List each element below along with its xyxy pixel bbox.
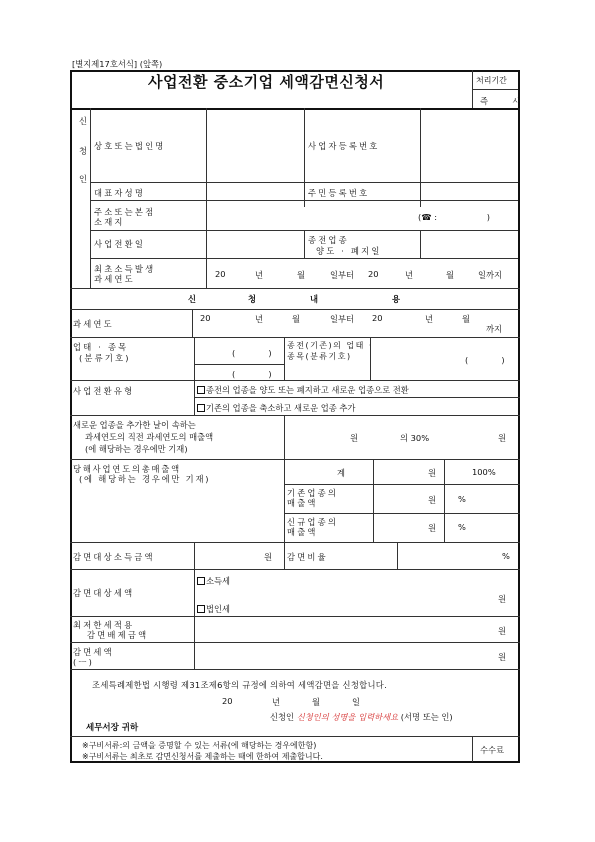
period-from: 일부터 xyxy=(330,270,355,280)
tax-period-wol1: 월 xyxy=(292,314,301,324)
content-heading: 내 xyxy=(310,294,319,304)
won-unit: 원 xyxy=(428,468,437,478)
representative-label: 대표자성명 xyxy=(94,188,146,198)
divider xyxy=(370,337,371,380)
period-wol1: 월 xyxy=(297,270,306,280)
applicant-signature: 신청인 신청인의 성명을 입력하세요 (서명 또는 인) xyxy=(270,712,453,722)
divider xyxy=(194,364,284,365)
won-unit: 원 xyxy=(498,433,507,443)
note-1: ※구비서류:의 금액을 증명할 수 있는 서류(에 해당하는 경우에한함) xyxy=(82,741,317,750)
divider xyxy=(206,108,207,288)
checkbox-icon[interactable] xyxy=(197,577,205,585)
section-char: 청 xyxy=(79,146,88,156)
date-nyeon: 년 xyxy=(272,697,281,707)
resident-no-label: 주민등록번호 xyxy=(308,188,370,198)
divider xyxy=(284,484,520,485)
percent-unit: % xyxy=(458,522,466,532)
divider xyxy=(70,337,520,338)
period-until: 일까지 xyxy=(478,270,503,280)
former-line-label: 종전(기존)의 업태 · 종목(분류기호) xyxy=(287,341,373,361)
tax-period-from: 일부터 xyxy=(330,314,355,324)
period-wol2: 월 xyxy=(446,270,455,280)
classification-code: ( ) xyxy=(232,369,272,379)
tax-period-y1: 20 xyxy=(200,313,211,323)
date-il: 일 xyxy=(352,697,361,707)
divider xyxy=(192,309,193,337)
divider xyxy=(70,542,520,543)
content-heading: 신 xyxy=(188,294,197,304)
divider xyxy=(284,459,285,542)
frame-right xyxy=(518,70,520,762)
date-y: 20 xyxy=(222,696,233,706)
period-nyeon2: 년 xyxy=(405,270,414,280)
tax-period-nyeon2: 년 xyxy=(425,314,434,324)
divider xyxy=(284,542,285,569)
divider xyxy=(472,736,473,762)
tax-period-wol2: 월 xyxy=(462,314,471,324)
transition-date-label: 사업전환일 xyxy=(94,239,146,249)
won-unit: 원 xyxy=(428,495,437,505)
classification-code: ( ) xyxy=(232,348,272,358)
won-unit: 원 xyxy=(498,594,507,604)
reduction-tax-label: 감면대상세액 xyxy=(73,588,135,598)
content-heading: 용 xyxy=(392,294,401,304)
divider xyxy=(70,459,520,460)
section-char: 신 xyxy=(79,116,88,126)
divider xyxy=(397,542,398,569)
form-number: [별지제17호서식] (앞쪽) xyxy=(72,59,163,69)
tax-period-nyeon1: 년 xyxy=(255,314,264,324)
divider xyxy=(70,616,520,617)
divider xyxy=(284,337,285,380)
new-business-sales-label: 새로운 업종을 추가한 날이 속하는 과세연도의 직전 과세연도의 매출액 (에 해당하는 경우에만 기재) xyxy=(73,420,214,454)
won-unit: 원 xyxy=(428,523,437,533)
won-unit: 원 xyxy=(350,433,359,443)
processing-period-value: 즉 시 xyxy=(480,96,529,106)
period-y1: 20 xyxy=(215,269,226,279)
new-sales-label: 신규업종의 매출액 xyxy=(287,517,339,537)
header-bottom xyxy=(70,108,520,110)
statement-text: 조세특례제한법 시행령 제31조제6항의 규정에 의하여 세액감면을 신청합니다. xyxy=(92,680,388,690)
page-title: 사업전환 중소기업 세액감면신청서 xyxy=(148,73,385,91)
won-unit: 원 xyxy=(498,626,507,636)
divider xyxy=(444,459,445,542)
fee-label: 수수료 xyxy=(480,745,505,755)
total-sales-label: 당해사업연도의총매출액 (에 해당하는 경우에만 기재) xyxy=(73,464,211,484)
applicant-name-input[interactable]: 신청인의 성명을 입력하세요 xyxy=(296,712,399,722)
option-transfer[interactable]: 종전의 업종을 양도 또는 폐지하고 새로운 업종으로 전환 xyxy=(197,384,409,396)
divider xyxy=(70,380,520,381)
first-income-label: 최초소득발생 과세연도 xyxy=(94,264,156,284)
existing-sales-label: 기존업종의 매출액 xyxy=(287,488,339,508)
option-add[interactable]: 기존의 업종을 축소하고 새로운 업종 추가 xyxy=(197,402,355,414)
won-unit: 원 xyxy=(498,652,507,662)
classification-code: ( ) xyxy=(465,355,505,365)
won-unit: 원 xyxy=(264,552,273,562)
checkbox-icon[interactable] xyxy=(197,605,205,613)
reduction-rate-label: 감면비율 xyxy=(287,552,328,562)
divider xyxy=(90,230,518,231)
addressee: 세무서장 귀하 xyxy=(86,723,139,733)
section-char: 인 xyxy=(79,174,88,184)
divider xyxy=(70,415,520,416)
frame-left xyxy=(70,70,72,762)
phone-field[interactable]: (☎ : ) xyxy=(418,212,491,222)
divider xyxy=(70,736,520,737)
reduction-income-label: 감면대상소득금액 xyxy=(73,552,155,562)
divider xyxy=(194,569,195,616)
divider xyxy=(304,108,305,207)
tax-year-label: 과세연도 xyxy=(73,319,114,329)
divider xyxy=(194,397,520,398)
company-name-label: 상호또는법인명 xyxy=(94,141,166,151)
divider xyxy=(70,569,520,570)
divider xyxy=(373,459,374,542)
divider xyxy=(284,415,285,459)
divider xyxy=(90,200,518,201)
date-wol: 월 xyxy=(312,697,321,707)
business-line-label: 업태 · 종목 (분류기호) xyxy=(73,342,131,363)
tax-period-until: 까지 xyxy=(486,324,503,334)
divider xyxy=(70,309,520,310)
minimum-tax-label: 최저한세적용 감면배제금액 xyxy=(73,620,149,640)
content-heading: 청 xyxy=(248,294,257,304)
divider xyxy=(304,230,305,258)
period-y2: 20 xyxy=(368,269,379,279)
processing-period-label: 처리기간 xyxy=(476,76,507,85)
corporate-tax-option[interactable]: 법인세 xyxy=(197,603,230,615)
total-label: 계 xyxy=(337,468,346,478)
divider xyxy=(194,542,195,569)
percent-100: 100% xyxy=(472,467,496,477)
divider xyxy=(194,616,195,642)
ratio-30: 의 30% xyxy=(400,433,430,443)
address-label: 주소또는본점 소재지 xyxy=(94,207,156,227)
divider xyxy=(194,337,195,380)
reduced-tax-label: 감면세액 (ㅡ) xyxy=(73,647,114,667)
percent-unit: % xyxy=(502,551,510,561)
tax-period-y2: 20 xyxy=(372,313,383,323)
checkbox-icon[interactable] xyxy=(197,386,205,394)
divider xyxy=(90,258,518,259)
note-2: ※구비서류는 최초로 감면신청서를 제출하는 때에 한하여 제출합니다. xyxy=(82,752,323,761)
business-reg-no-label: 사업자등록번호 xyxy=(308,141,380,151)
divider xyxy=(420,230,421,258)
checkbox-icon[interactable] xyxy=(197,404,205,412)
divider xyxy=(70,642,520,643)
divider xyxy=(194,642,195,669)
divider xyxy=(284,513,520,514)
transition-type-label: 사업전환유형 xyxy=(73,386,135,396)
former-business-label: 종전업종 양도 · 폐지일 xyxy=(308,235,382,256)
divider xyxy=(420,108,421,207)
divider xyxy=(90,108,91,288)
divider xyxy=(90,182,518,183)
period-nyeon1: 년 xyxy=(255,270,264,280)
percent-unit: % xyxy=(458,494,466,504)
income-tax-option[interactable]: 소득세 xyxy=(197,575,230,587)
divider xyxy=(70,288,520,289)
divider xyxy=(472,89,518,90)
divider xyxy=(70,669,520,670)
